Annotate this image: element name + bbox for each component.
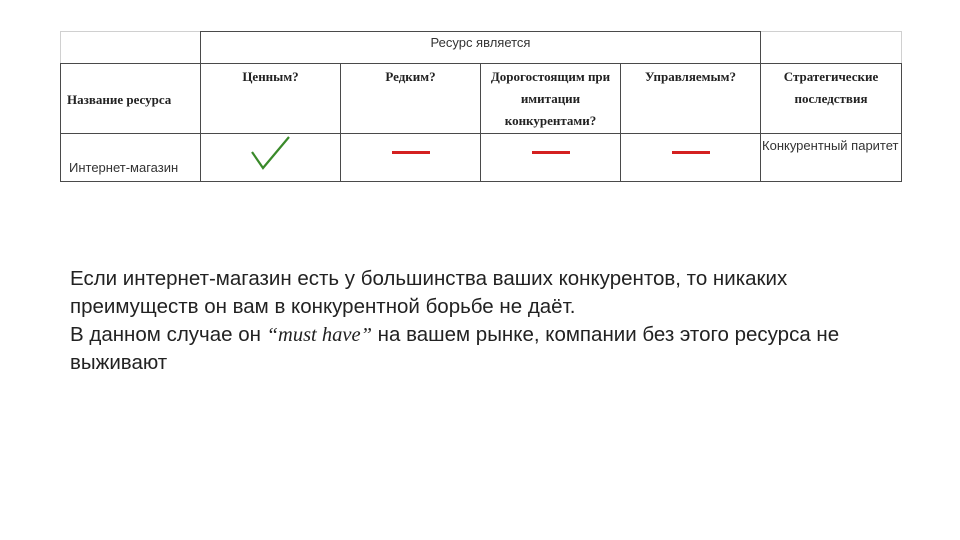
dash-icon	[532, 151, 570, 154]
explanation-text	[70, 265, 890, 377]
empty-top-right-cell	[761, 32, 902, 64]
dash-icon	[672, 151, 710, 154]
header-rare: Редким?	[341, 64, 481, 134]
paragraph-2	[70, 321, 890, 377]
header-valuable: Ценным?	[201, 64, 341, 134]
cell-valuable	[201, 134, 341, 182]
paragraph-2-end: на вашем рынке, компании без этого ресурса не выживают	[70, 323, 840, 374]
paragraph-1: Если интернет-магазин есть у большинства ваших конкурентов, то никаких преимуществ он вам в конкурентной борьбе не даёт.	[70, 267, 788, 318]
cell-rare	[341, 134, 481, 182]
must-have-emphasis: “must have”	[266, 324, 372, 346]
group-header-resource-is: Ресурс является	[201, 32, 761, 64]
dash-icon	[392, 151, 430, 154]
check-icon	[249, 134, 293, 172]
paragraph-2-start: В данном случае он	[70, 323, 267, 346]
header-resource-name: Название ресурса	[61, 64, 201, 134]
header-strategic-consequences: Стратегические последствия	[761, 64, 902, 134]
empty-corner-cell	[61, 32, 201, 64]
header-costly-to-imitate: Дорогостоящим при имитации конкурентами?	[481, 64, 621, 134]
vrio-table	[60, 31, 902, 182]
cell-organized	[621, 134, 761, 182]
cell-resource-name: Интернет-магазин	[61, 134, 201, 182]
header-organized: Управляемым?	[621, 64, 761, 134]
cell-costly	[481, 134, 621, 182]
cell-consequences: Конкурентный паритет	[761, 134, 902, 182]
